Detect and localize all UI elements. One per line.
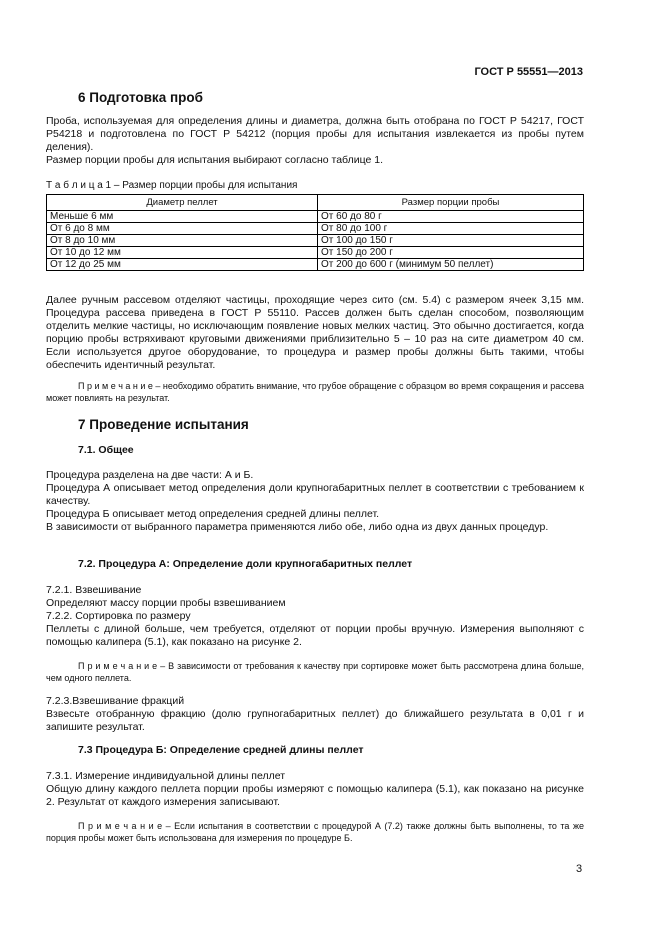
table	[46, 194, 584, 271]
paragraph: Общую длину каждого пеллета порции пробы измеряют с помощью калипера (5.1), как показано на рисунке 2. Результат от каждого измерения записывают.	[46, 783, 584, 808]
paragraph: Взвесьте отобранную фракцию (долю групногабаритных пеллет) до ближайшего результата в 0,01 г и запишите результат.	[46, 708, 584, 733]
section-6-intro	[46, 115, 584, 167]
note: П р и м е ч а н и е – В зависимости от требования к качеству при сортировке может быть рассмотрена длина больше, чем одного пеллета.	[46, 661, 584, 683]
section-7-1-title-block	[46, 444, 584, 456]
section-7-2-3-body	[46, 695, 584, 734]
subsection-7-2-title: 7.2. Процедура А: Определение доли крупногабаритных пеллет	[78, 558, 413, 570]
table-cell: От 200 до 600 г (минимум 50 пеллет)	[318, 259, 584, 271]
page-number: 3	[576, 863, 583, 875]
table-header-row	[47, 195, 584, 211]
table-cell: От 12 до 25 мм	[47, 259, 318, 271]
table-header-cell: Размер порции пробы	[318, 195, 584, 211]
table-cell: От 150 до 200 г	[318, 247, 584, 259]
subsection-7-3-1-title: 7.3.1. Измерение индивидуальной длины пеллет	[46, 770, 286, 782]
document-number: ГОСТ Р 55551—2013	[474, 66, 583, 78]
subsection-7-1-title: 7.1. Общее	[78, 444, 134, 456]
section-6-note	[46, 380, 584, 404]
section-7-1-body	[46, 469, 584, 534]
paragraph: Далее ручным рассевом отделяют частицы, проходящие через сито (см. 5.4) с размером ячеек 3,15 мм. Процедура рассева приведена в ГОСТ Р 55110. Рассев должен быть сделан способом, позволяющим отделить мелкие частицы, но исключающим появление новых мелких частиц. Это обычно достигается, когда порцию пробы встряхивают круговыми движениями приблизительно 5 – 10 раз на сите диаметром 40 см. Если используется другое оборудование, то процедура и размер пробы должны быть такими, чтобы обеспечить идентичный результат.	[46, 294, 584, 371]
paragraph: Проба, используемая для определения длины и диаметра, должна быть отобрана по ГОСТ Р 54217, ГОСТ Р54218 и подготовлена по ГОСТ Р 54212 (порция пробы для испытания извлекается из пробы путем деления).	[46, 115, 584, 153]
table-row	[47, 247, 584, 259]
table-cell: От 6 до 8 мм	[47, 223, 318, 235]
table-row	[47, 223, 584, 235]
table-row	[47, 235, 584, 247]
section-6-title: 6 Подготовка проб	[78, 90, 203, 105]
table-cell: От 10 до 12 мм	[47, 247, 318, 259]
sample-size-table	[46, 194, 584, 271]
subsection-7-2-3-title: 7.2.3.Взвешивание фракций	[46, 695, 185, 707]
table-cell: Меньше 6 мм	[47, 211, 318, 223]
note: П р и м е ч а н и е – необходимо обратить внимание, что грубое обращение с образцом во время сокращения и рассева может повлиять на результат.	[46, 381, 584, 403]
table-cell: От 100 до 150 г	[318, 235, 584, 247]
table-cell: От 60 до 80 г	[318, 211, 584, 223]
table-cell: От 80 до 100 г	[318, 223, 584, 235]
section-7-3-note	[46, 820, 584, 844]
table-row	[47, 259, 584, 271]
section-7-title-block	[46, 417, 584, 432]
subsection-7-2-2-title: 7.2.2. Сортировка по размеру	[46, 610, 191, 622]
paragraph: Определяют массу порции пробы взвешиванием	[46, 597, 286, 609]
note: П р и м е ч а н и е – Если испытания в соответствии с процедурой А (7.2) также должны быть выполнены, то та же порция пробы может быть использована для измерения по процедуре Б.	[46, 821, 584, 843]
paragraph: Процедура А описывает метод определения доли крупногабаритных пеллет в соответствии с требованием к качеству.	[46, 482, 584, 507]
section-6-title-block	[46, 90, 584, 105]
subsection-7-2-1-title: 7.2.1. Взвешивание	[46, 584, 142, 596]
section-7-title: 7 Проведение испытания	[78, 417, 249, 432]
table-caption: Т а б л и ц а 1 – Размер порции пробы для испытания	[46, 180, 298, 191]
section-6-sieving	[46, 294, 584, 372]
section-7-3-body	[46, 770, 584, 809]
section-7-2-note	[46, 660, 584, 684]
paragraph: Процедура разделена на две части: А и Б.	[46, 469, 254, 481]
table-header-cell: Диаметр пеллет	[47, 195, 318, 211]
paragraph: Размер порции пробы для испытания выбирают согласно таблице 1.	[46, 154, 383, 166]
paragraph: Пеллеты с длиной больше, чем требуется, отделяют от порции пробы вручную. Измерения выполняют с помощью калипера (5.1), как показано на рисунке 2.	[46, 623, 584, 648]
section-7-2-title-block	[46, 558, 584, 570]
section-7-3-title-block	[46, 744, 584, 756]
paragraph: Процедура Б описывает метод определения средней длины пеллет.	[46, 508, 380, 520]
subsection-7-3-title: 7.3 Процедура Б: Определение средней длины пеллет	[78, 744, 364, 756]
section-7-2-body	[46, 584, 584, 649]
paragraph: В зависимости от выбранного параметра применяются либо обе, либо одна из двух данных процедур.	[46, 521, 549, 533]
table-row	[47, 211, 584, 223]
table-cell: От 8 до 10 мм	[47, 235, 318, 247]
